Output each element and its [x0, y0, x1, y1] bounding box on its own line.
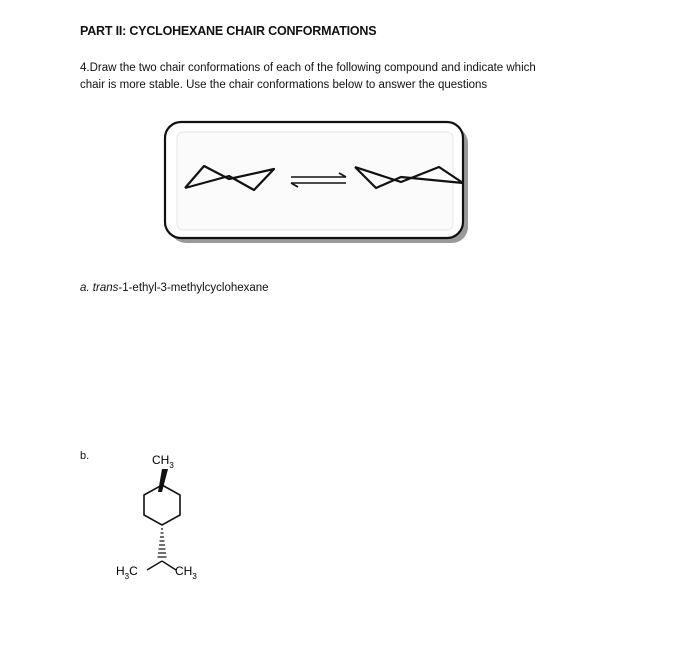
- part-a-prefix: trans: [92, 282, 119, 294]
- hashed-bond-bottom: [158, 529, 167, 557]
- top-ch3-label: $CH_3$: [152, 453, 174, 470]
- question-line-2: chair is more stable. Use the chair conformations below to answer the questions: [80, 79, 488, 91]
- part-b-letter: b.: [80, 450, 90, 462]
- part-a-text: [80, 282, 269, 294]
- branch-left: [147, 561, 162, 570]
- inner-panel: [177, 132, 453, 230]
- wedge-bond-top: [158, 469, 168, 492]
- part-a-name: -1-ethyl-3-methylcyclohexane: [118, 282, 269, 294]
- branch-right: [162, 561, 176, 570]
- section-title: PART II: CYCLOHEXANE CHAIR CONFORMATIONS: [80, 24, 377, 38]
- chair-diagram-svg: [163, 120, 471, 246]
- question-text: [80, 60, 660, 94]
- molecule-svg: [105, 445, 245, 595]
- chair-conformations-diagram: [163, 120, 471, 246]
- question-line-1: 4.Draw the two chair conformations of each of the following compound and indicate which: [80, 62, 536, 74]
- part-a-letter: a.: [80, 282, 90, 294]
- right-ch3-label: $CH_3$: [175, 564, 197, 581]
- left-h3c-label: $H_3C$: [116, 564, 138, 581]
- part-b-molecule: [105, 445, 245, 600]
